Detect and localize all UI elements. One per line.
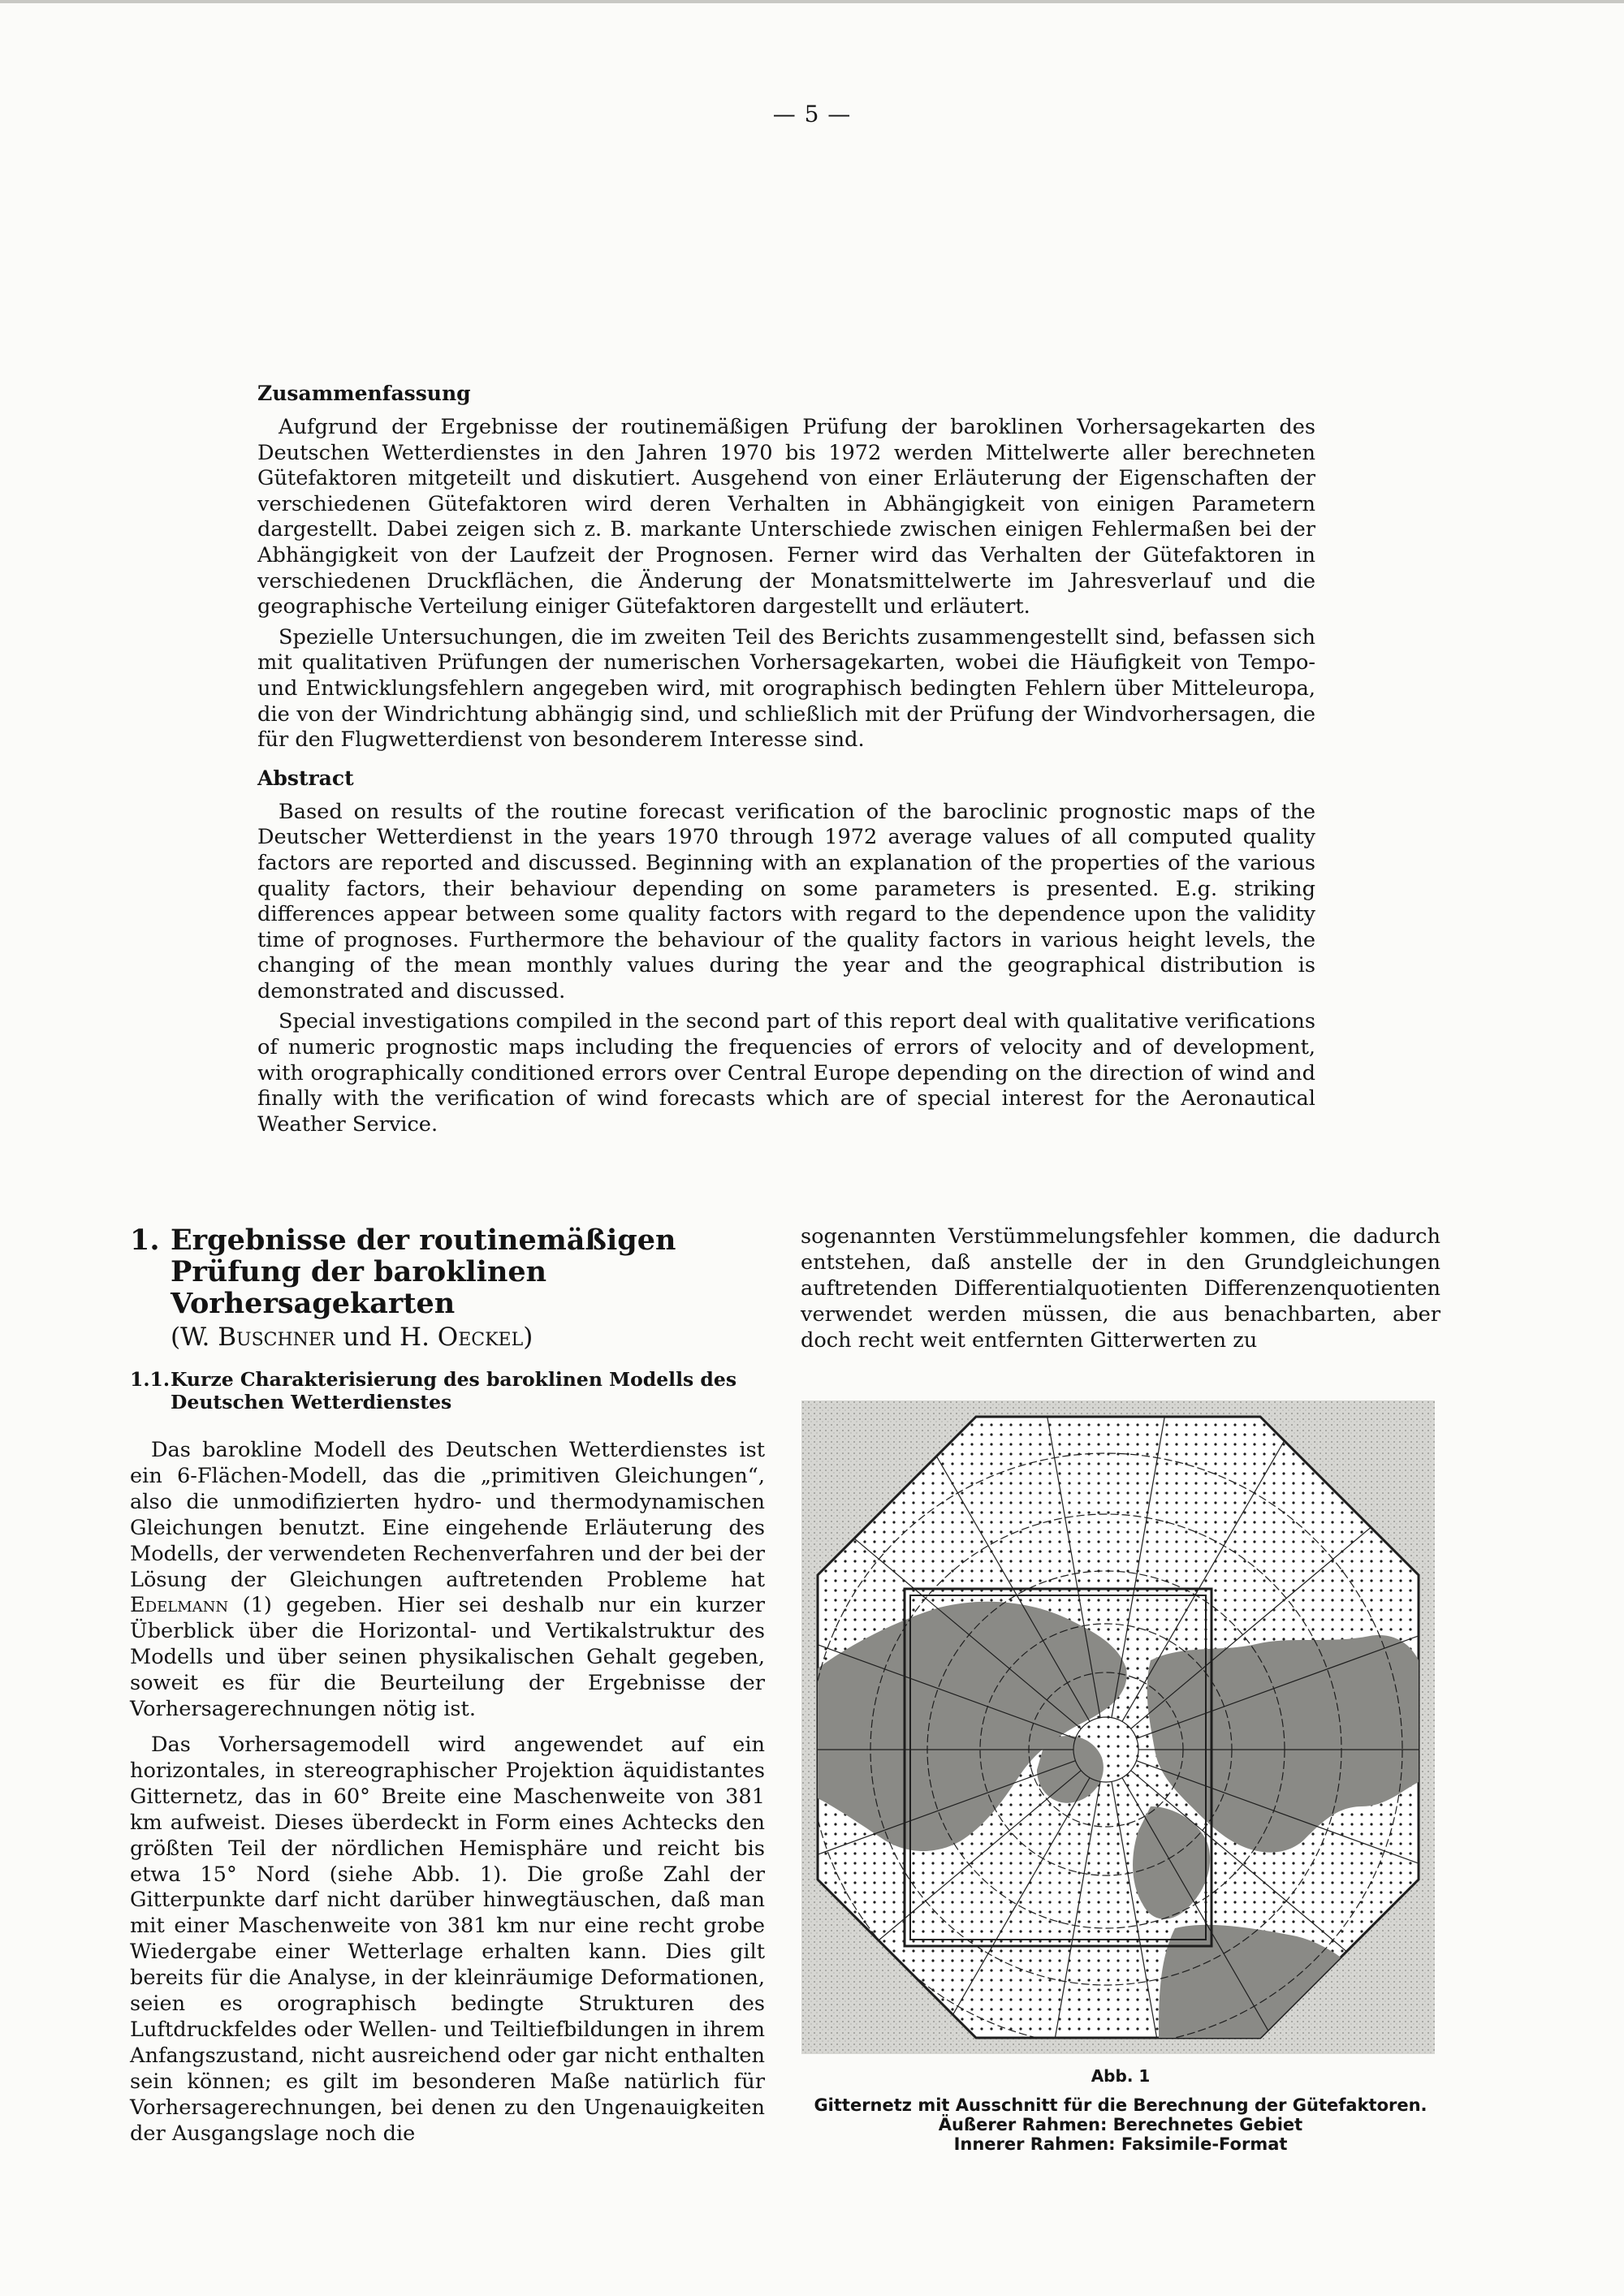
abstract-paragraph: Based on results of the routine forecast verification of the baroclinic prognostic maps of the Deutscher Wetterdienst in the years 1970 through 1972 average values of all computed quality factors are reported and discussed. Beginning with an explanation of the properties of the various quality factors, their behaviour depending on some parameters is presented. E.g. striking differences appear between some quality factors with regard to the dependence upon the validity time of prognoses. Furthermore the behaviour of the quality factors in various height levels, the changing of the mean monthly values during the year and the geographical distribution is demonstrated and discussed. xyxy=(257,799,1315,1003)
caption-line: Innerer Rahmen: Faksimile-Format xyxy=(953,2134,1288,2154)
section-title: Ergebnisse der routinemäßigen Prüfung der baroklinen Vorhersagekarten xyxy=(171,1224,676,1320)
polar-stereographic-grid-map xyxy=(801,1400,1435,2054)
cited-author: Edelmann xyxy=(130,1593,229,1618)
abstract-heading-en: Abstract xyxy=(257,766,354,790)
left-column xyxy=(130,1224,765,2156)
section-number: 1. xyxy=(130,1224,160,1257)
summary-heading-de: Zusammenfassung xyxy=(257,382,471,405)
page-number: — 5 — xyxy=(772,101,852,127)
caption-line: Äußerer Rahmen: Berechnetes Gebiet xyxy=(938,2115,1303,2134)
right-column xyxy=(801,1224,1440,1364)
abstract-paragraph: Special investigations compiled in the second part of this report deal with qualitative verifications of numeric prognostic maps including the frequencies of errors of velocity and of development, with orographically conditioned errors over Central Europe depending on the direction of wind and finally with the verification of wind forecasts which are of special interest for the Aeronautical Weather Service. xyxy=(257,1009,1315,1137)
body-paragraph: Das barokline Modell des Deutschen Wetterdienstes ist ein 6-Flächen-Modell, das die „primitiven Gleichungen“, also die unmodifizierten hydro- und thermodynamischen Gleichungen benutzt. Eine eingehende Erläuterung des Modells, der verwendeten Rechenverfahren und der bei der Lösung der Gleichungen auftretenden Probleme hat Edelmann (1) gegeben. Hier sei deshalb nur ein kurzer Überblick über die Horizontal- und Vertikalstruktur des Modells und über seinen physikalischen Gehalt gegeben, soweit es für die Beurteilung der Ergebnisse der Vorhersagerechnungen nötig ist. xyxy=(130,1438,765,1722)
summary-block xyxy=(257,382,1315,1142)
figure-label: Abb. 1 xyxy=(1091,2066,1151,2086)
scan-top-edge xyxy=(0,0,1624,3)
grid-map-figure xyxy=(801,1400,1435,2054)
body-paragraph-continued: sogenannten Verstümmelungsfehler kommen, die dadurch entstehen, daß anstelle der in den Grundgleichungen auftretenden Differentialquotienten Differenzenquotienten verwendet werden müssen, die aus benachbarten, aber doch recht weit entfernten Gitterwerten zu xyxy=(801,1224,1440,1353)
summary-paragraph: Aufgrund der Ergebnisse der routinemäßigen Prüfung der baroklinen Vorhersagekarten des Deutschen Wetterdienstes in den Jahren 1970 bis 1972 werden Mittelwerte aller berechneten Gütefaktoren mitgeteilt und diskutiert. Ausgehend von einer Erläuterung der Eigenschaften der verschiedenen Gütefaktoren wird deren Verhalten in Abhängigkeit von einigen Parametern dargestellt. Dabei zeigen sich z. B. markante Unterschiede zwischen einigen Fehlermaßen bei der Abhängigkeit von der Laufzeit der Prognosen. Ferner wird das Verhalten der Gütefaktoren in verschiedenen Druckflächen, die Änderung der Monatsmittelwerte im Jahresverlauf und die geographische Verteilung einiger Gütefaktoren dargestellt und erläutert. xyxy=(257,415,1315,619)
summary-paragraph: Spezielle Untersuchungen, die im zweiten Teil des Berichts zusammengestellt sind, befassen sich mit qualitativen Prüfungen der numerischen Vorhersagekarten, wobei die Häufigkeit von Tempo- und Entwicklungsfehlern angegeben wird, mit orographisch bedingten Fehlern über Mitteleuropa, die von der Windrichtung abhängig sind, und schließlich mit der Prüfung der Windvorhersagen, die für den Flugwetterdienst von besonderem Interesse sind. xyxy=(257,624,1315,753)
figure-caption xyxy=(780,2066,1462,2154)
caption-line: Gitternetz mit Ausschnitt für die Berechnung der Gütefaktoren. xyxy=(814,2095,1427,2115)
subsection-number: 1.1. xyxy=(130,1368,171,1391)
author-name: Buschner xyxy=(218,1323,335,1352)
body-paragraph: Das Vorhersagemodell wird angewendet auf ein horizontales, in stereographischer Projektion äquidistantes Gitternetz, das in 60° Breite eine Maschenweite von 381 km aufweist. Dieses überdeckt in Form eines Achtecks den größten Teil der nördlichen Hemisphäre und reicht bis etwa 15° Nord (siehe Abb. 1). Die große Zahl der Gitterpunkte darf nicht darüber hinwegtäuschen, daß man mit einer Maschenweite von 381 km nur eine recht grobe Wiedergabe einer Wetterlage erhalten kann. Dies gilt bereits für die Analyse, in der kleinräumige Deformationen, seien es orographisch bedingte Strukturen des Luftdruckfeldes oder Wellen- und Teiltiefbildungen in ihrem Anfangszustand, nicht ausreichend oder gar nicht enthalten sein können; es gilt im besonderen Maße natürlich für Vorhersagerechnungen, bei denen zu den Ungenauigkeiten der Ausgangslage noch die xyxy=(130,1732,765,2146)
subsection-title: Kurze Charakterisierung des baroklinen Modells des Deutschen Wetterdienstes xyxy=(171,1368,737,1413)
author-name: Oeckel xyxy=(437,1323,524,1352)
section-1-1-heading xyxy=(130,1368,765,1413)
authors: (W. Buschner und H. Oeckel) xyxy=(171,1323,533,1352)
section-1-heading xyxy=(130,1224,765,1319)
